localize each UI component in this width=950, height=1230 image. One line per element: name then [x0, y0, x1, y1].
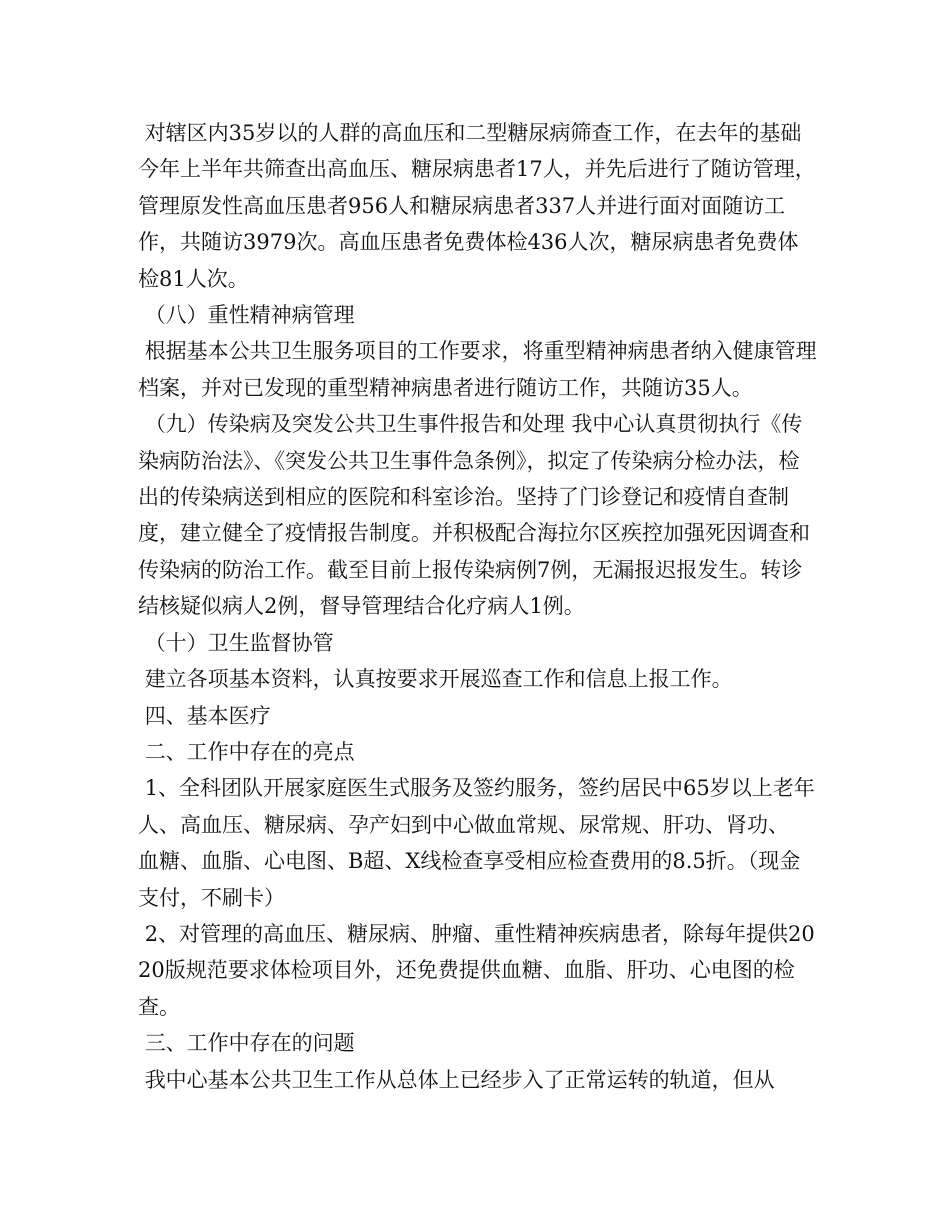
paragraph-highlight-2: 2、对管理的高血压、糖尿病、肿瘤、重性精神疾病患者，除每年提供2020版规范要求体检项目外，还免费提供血糖、血脂、肝功、心电图的检查。 — [138, 921, 815, 1019]
paragraph-health-supervision: 建立各项基本资料，认真按要求开展巡查工作和信息上报工作。 — [138, 667, 733, 692]
paragraph-highlight-1-cont: 血糖、血脂、心电图、B超、X线检查享受相应检查费用的8.5折。（现金支付，不刷卡） — [138, 849, 801, 910]
heading-basic-medical: 四、基本医疗 — [138, 703, 271, 728]
paragraph-infectious-disease: （九）传染病及突发公共卫生事件报告和处理 我中心认真贯彻执行《传染病防治法》、《突发公共卫生事件急条例》，拟定了传染病分检办法，检出的传染病送到相应的医院和科室诊治。坚持了门诊登记和疫情自查制度，建立健全了疫情报告制度。并积极配合海拉尔区疾控加强死因调查和传染病的防治工作。截至目前上报传染病例7例，无漏报迟报发生。转诊结核疑似病人2例，督导管理结合化疗病人1例。 — [138, 412, 810, 619]
document-body — [138, 115, 818, 1098]
paragraph-highlight-1: 1、全科团队开展家庭医生式服务及签约服务，签约居民中65岁以上老年人、高血压、糖尿病、孕产妇到中心做血常规、尿常规、肝功、肾功、 — [138, 776, 815, 837]
heading-highlights: 二、工作中存在的亮点 — [138, 739, 355, 764]
heading-health-supervision: （十）卫生监督协管 — [138, 630, 334, 655]
paragraph-mental-illness: 根据基本公共卫生服务项目的工作要求，将重型精神病患者纳入健康管理档案，并对已发现的重型精神病患者进行随访工作，共随访35人。 — [138, 339, 817, 400]
heading-problems: 三、工作中存在的问题 — [138, 1031, 355, 1056]
paragraph-screening: 对辖区内35岁以的人群的高血压和二型糖尿病筛查工作，在去年的基础今年上半年共筛查出高血压、糖尿病患者17人，并先后进行了随访管理，管理原发性高血压患者956人和糖尿病患者337人并进行面对面随访工作，共随访3979次。高血压患者免费体检436人次，糖尿病患者免费体检81人次。 — [138, 121, 816, 291]
heading-mental-illness: （八）重性精神病管理 — [138, 303, 355, 328]
paragraph-problems: 我中心基本公共卫生工作从总体上已经步入了正常运转的轨道，但从 — [138, 1067, 775, 1092]
